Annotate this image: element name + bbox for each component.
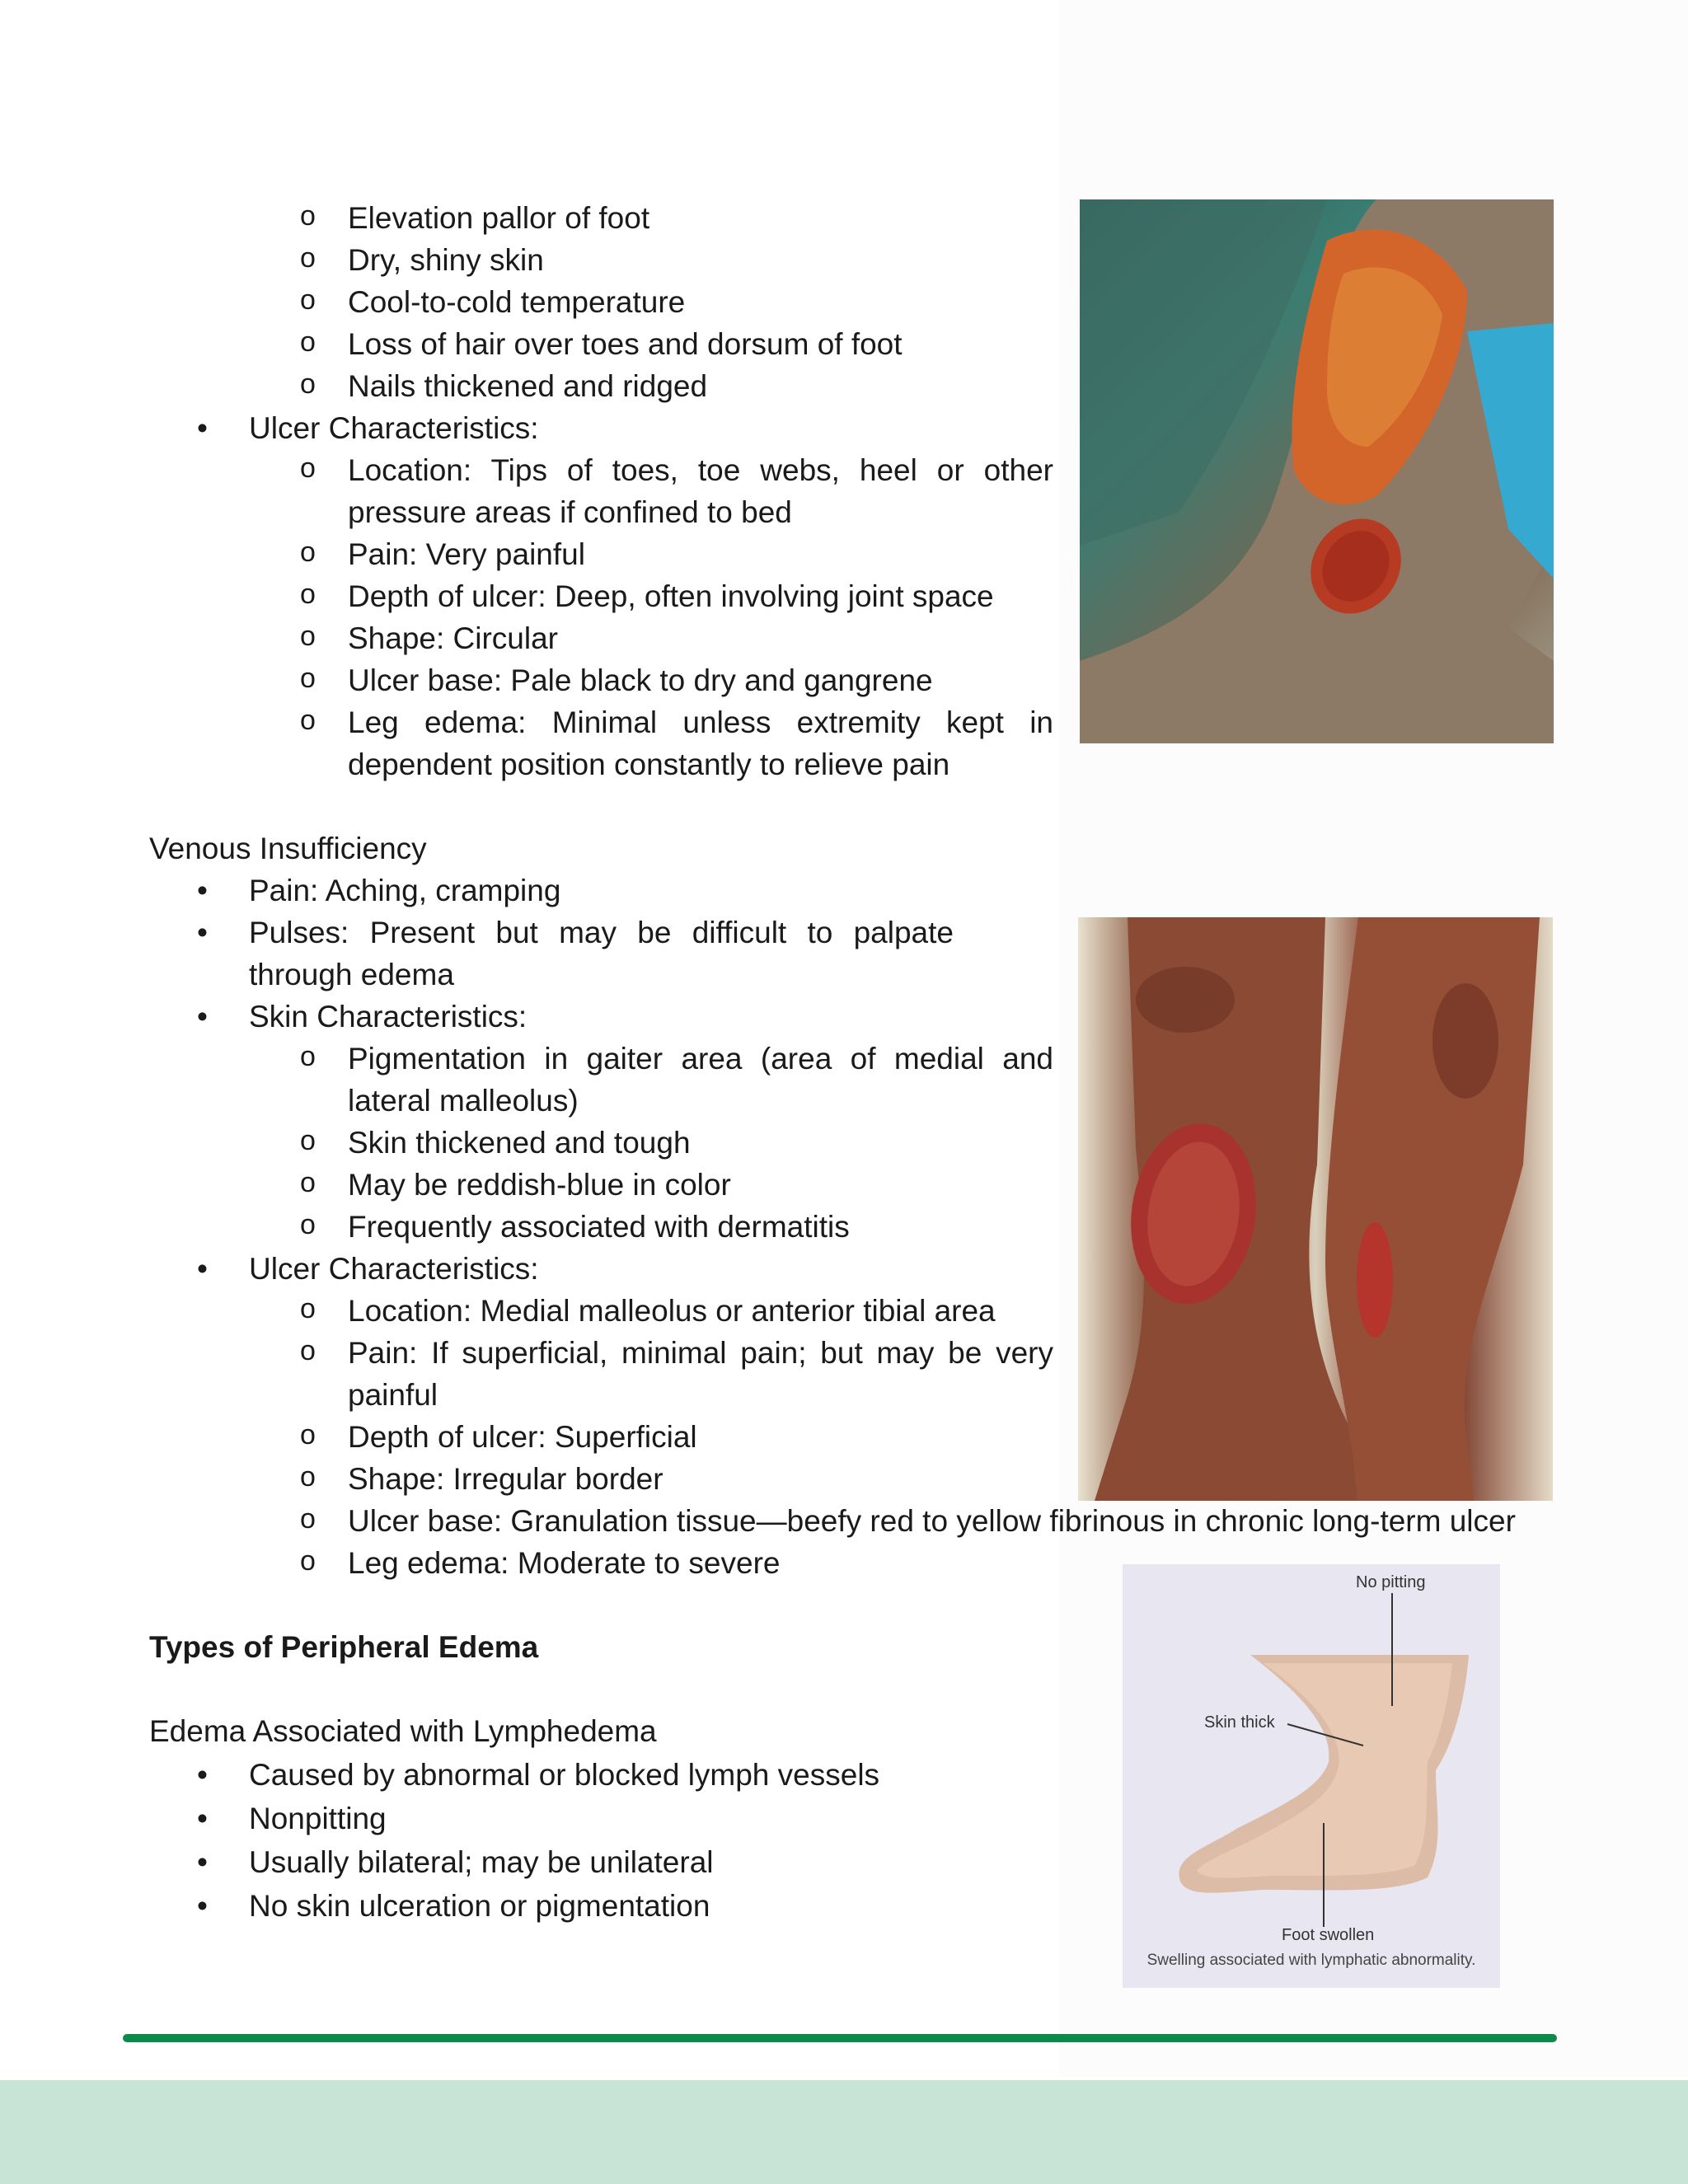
page-footer-band (0, 2080, 1688, 2184)
arterial-ulcer-illustration (1080, 199, 1554, 743)
edema-subtitle: Edema Associated with Lymphedema (149, 1714, 657, 1748)
list-item: o Shape: Irregular border (149, 1458, 1053, 1500)
list-item: o Depth of ulcer: Deep, often involving joint space (149, 575, 1053, 617)
list-item: • Caused by abnormal or blocked lymph vessels (149, 1754, 1054, 1796)
list-item: • No skin ulceration or pigmentation (149, 1885, 1054, 1927)
list-item: o Shape: Circular (149, 617, 1053, 659)
spacer (149, 1584, 1056, 1626)
edema-list (149, 1754, 1056, 1927)
list-item: • Nonpitting (149, 1797, 1054, 1840)
arterial-skin-list (149, 197, 1056, 407)
label-no-pitting: No pitting (1356, 1573, 1426, 1591)
list-item: o Pigmentation in gaiter area (area of medial and lateral malleolus) (149, 1038, 1053, 1122)
list-item: • Pain: Aching, cramping (149, 869, 1054, 912)
list-item: o Nails thickened and ridged (149, 365, 1053, 407)
ulcer-characteristics-label: • Ulcer Characteristics: (149, 1248, 1054, 1290)
arterial-ulcer-list (149, 449, 1056, 785)
list-item: o Pain: Very painful (149, 533, 1053, 575)
figure-caption: Swelling associated with lymphatic abnormality. (1146, 1952, 1476, 1969)
spacer (149, 1668, 1056, 1710)
list-item: o Dry, shiny skin (149, 239, 1053, 281)
lymphedema-foot-illustration (1123, 1564, 1500, 1988)
venous-skin-list (149, 1038, 1056, 1248)
list-item: o Ulcer base: Granulation tissue—beefy red to yellow fibrinous in chronic long-term ulcer (149, 1500, 1419, 1542)
label-foot-swollen: Foot swollen (1282, 1926, 1375, 1944)
venous-ulcer-illustration (1078, 917, 1553, 1501)
spacer (149, 785, 1056, 827)
list-item: • Usually bilateral; may be unilateral (149, 1841, 1054, 1883)
list-item: o Cool-to-cold temperature (149, 281, 1053, 323)
list-item: • Pulses: Present but may be difficult to palpate through edema (149, 912, 1056, 996)
venous-list (149, 869, 1056, 1038)
list-item: o Pain: If superficial, minimal pain; but may be very painful (149, 1332, 1053, 1416)
arterial-ulcer-section (149, 407, 1056, 449)
venous-ulcer-section (149, 1248, 1056, 1290)
list-item: o Frequently associated with dermatitis (149, 1206, 1053, 1248)
footer-divider (123, 2034, 1557, 2042)
venous-ulcer-photo (1078, 917, 1553, 1501)
list-item: o Ulcer base: Pale black to dry and gangrene (149, 659, 1053, 701)
label-skin-thick: Skin thick (1204, 1713, 1275, 1732)
list-item: o Location: Medial malleolus or anterior tibial area (149, 1290, 1053, 1332)
list-item: o Depth of ulcer: Superficial (149, 1416, 1053, 1458)
arterial-ulcer-photo (1080, 199, 1554, 743)
section-heading: Types of Peripheral Edema (149, 1630, 539, 1664)
list-item: o Location: Tips of toes, toe webs, heel or other pressure areas if confined to bed (149, 449, 1053, 533)
list-item: o Loss of hair over toes and dorsum of foot (149, 323, 1053, 365)
list-item: o Leg edema: Moderate to severe (149, 1542, 1053, 1584)
venous-title: Venous Insufficiency (149, 832, 427, 865)
list-item: o Elevation pallor of foot (149, 197, 1053, 239)
list-item: o May be reddish-blue in color (149, 1164, 1053, 1206)
skin-characteristics-label: • Skin Characteristics: (149, 996, 1054, 1038)
lymphedema-figure (1123, 1564, 1500, 1988)
ulcer-characteristics-label: • Ulcer Characteristics: (149, 407, 1054, 449)
list-item: o Leg edema: Minimal unless extremity kept in dependent position constantly to relieve pain (149, 701, 1053, 785)
list-item: o Skin thickened and tough (149, 1122, 1053, 1164)
